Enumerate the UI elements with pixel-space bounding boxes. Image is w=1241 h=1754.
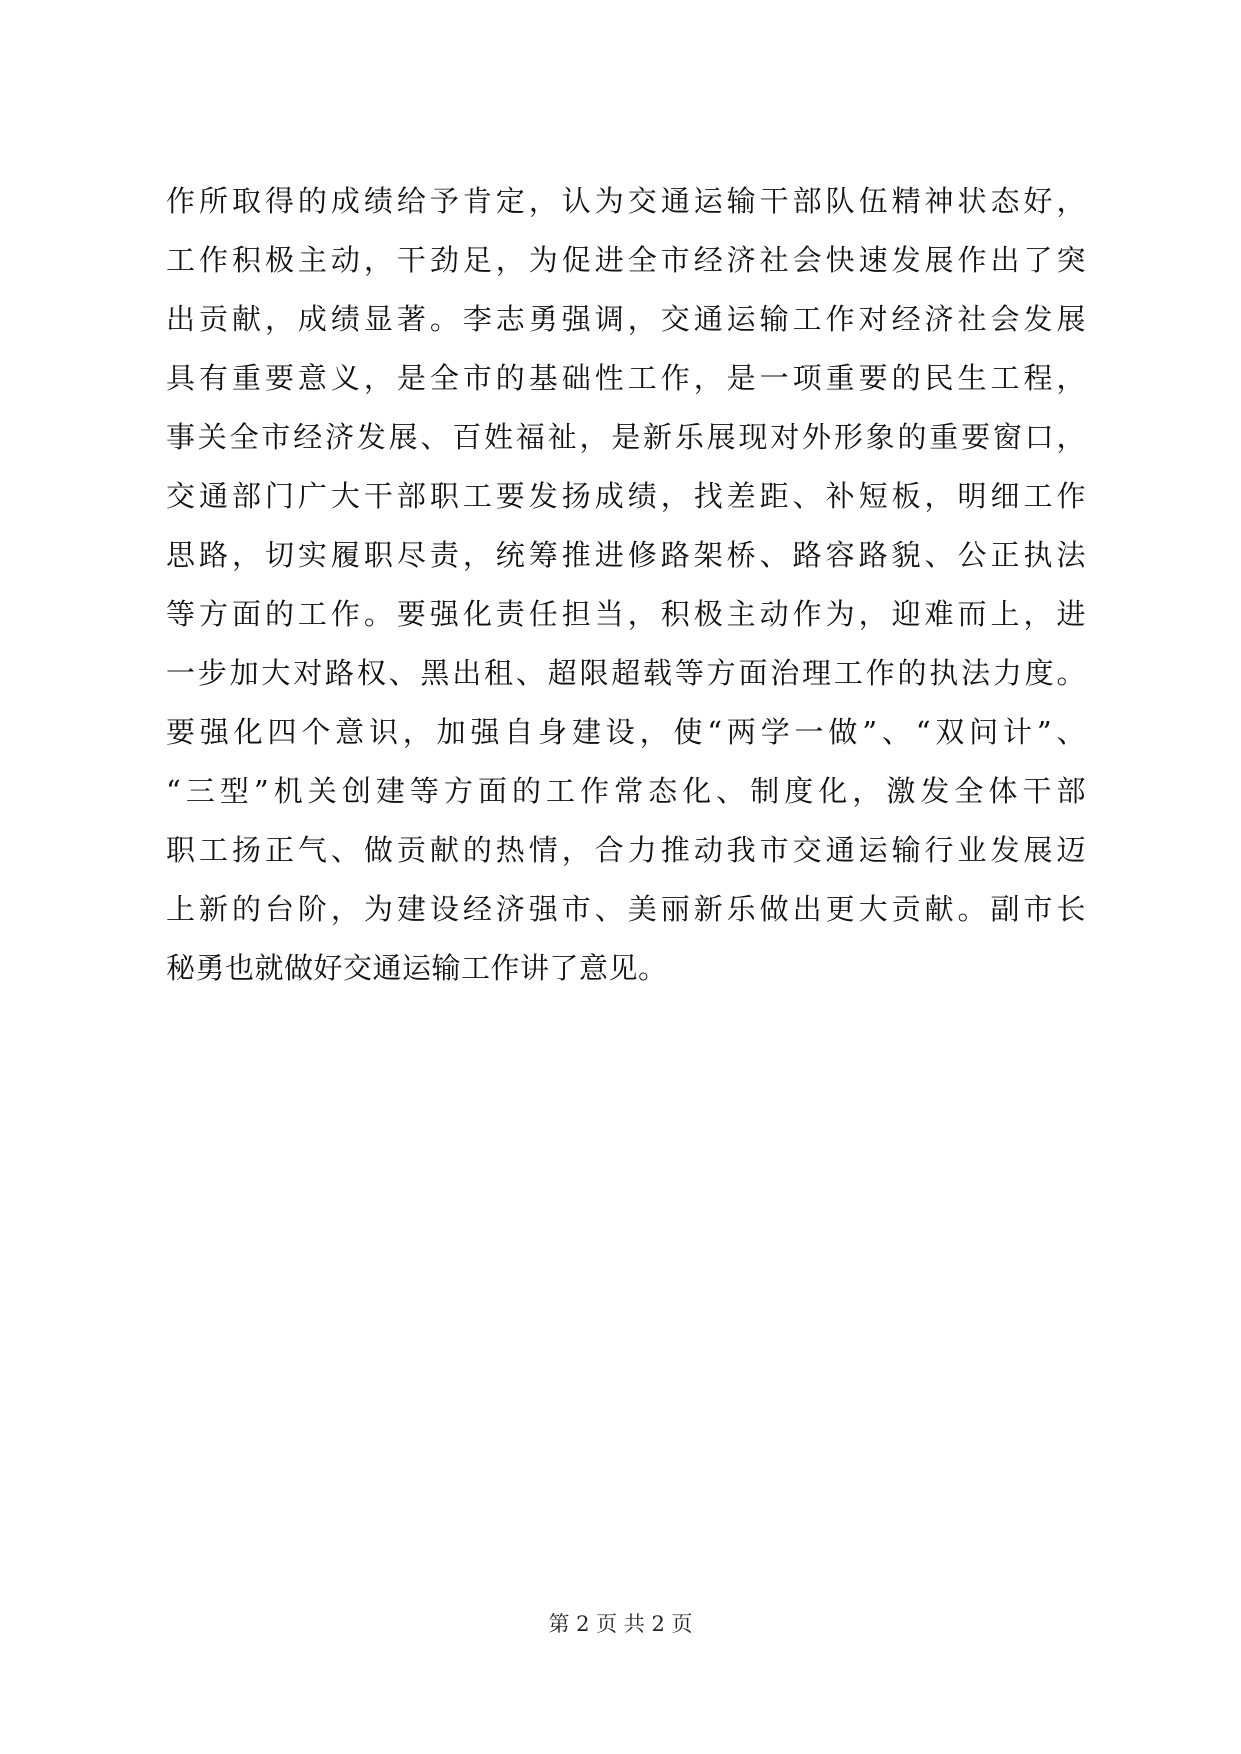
page-number-footer: 第 2 页 共 2 页 (548, 1612, 693, 1636)
text-line-7: 思路，切实履职尽责，统筹推进修路架桥、路容路貌、公正执法 (166, 538, 1086, 572)
text-line-1: 作所取得的成绩给予肯定，认为交通运输干部队伍精神状态好， (166, 184, 1086, 218)
text-line-11: “三型”机关创建等方面的工作常态化、制度化，激发全体干部 (166, 774, 1086, 808)
text-line-14: 秘勇也就做好交通运输工作讲了意见。 (166, 951, 668, 985)
text-line-6: 交通部门广大干部职工要发扬成绩，找差距、补短板，明细工作 (166, 479, 1086, 513)
text-line-2: 工作积极主动，干劲足，为促进全市经济社会快速发展作出了突 (166, 243, 1086, 277)
text-line-3: 出贡献，成绩显著。李志勇强调，交通运输工作对经济社会发展 (166, 302, 1086, 336)
text-line-10: 要强化四个意识，加强自身建设，使“两学一做”、“双问计”、 (166, 715, 1086, 749)
text-line-5: 事关全市经济发展、百姓福祉，是新乐展现对外形象的重要窗口， (166, 420, 1086, 454)
text-line-12: 职工扬正气、做贡献的热情，合力推动我市交通运输行业发展迈 (166, 833, 1086, 867)
text-line-13: 上新的台阶，为建设经济强市、美丽新乐做出更大贡献。副市长 (166, 892, 1086, 926)
text-line-4: 具有重要意义，是全市的基础性工作，是一项重要的民生工程， (166, 361, 1086, 395)
text-line-9: 一步加大对路权、黑出租、超限超载等方面治理工作的执法力度。 (166, 656, 1086, 690)
text-line-8: 等方面的工作。要强化责任担当，积极主动作为，迎难而上，进 (166, 597, 1086, 631)
body-paragraph (166, 172, 1086, 998)
